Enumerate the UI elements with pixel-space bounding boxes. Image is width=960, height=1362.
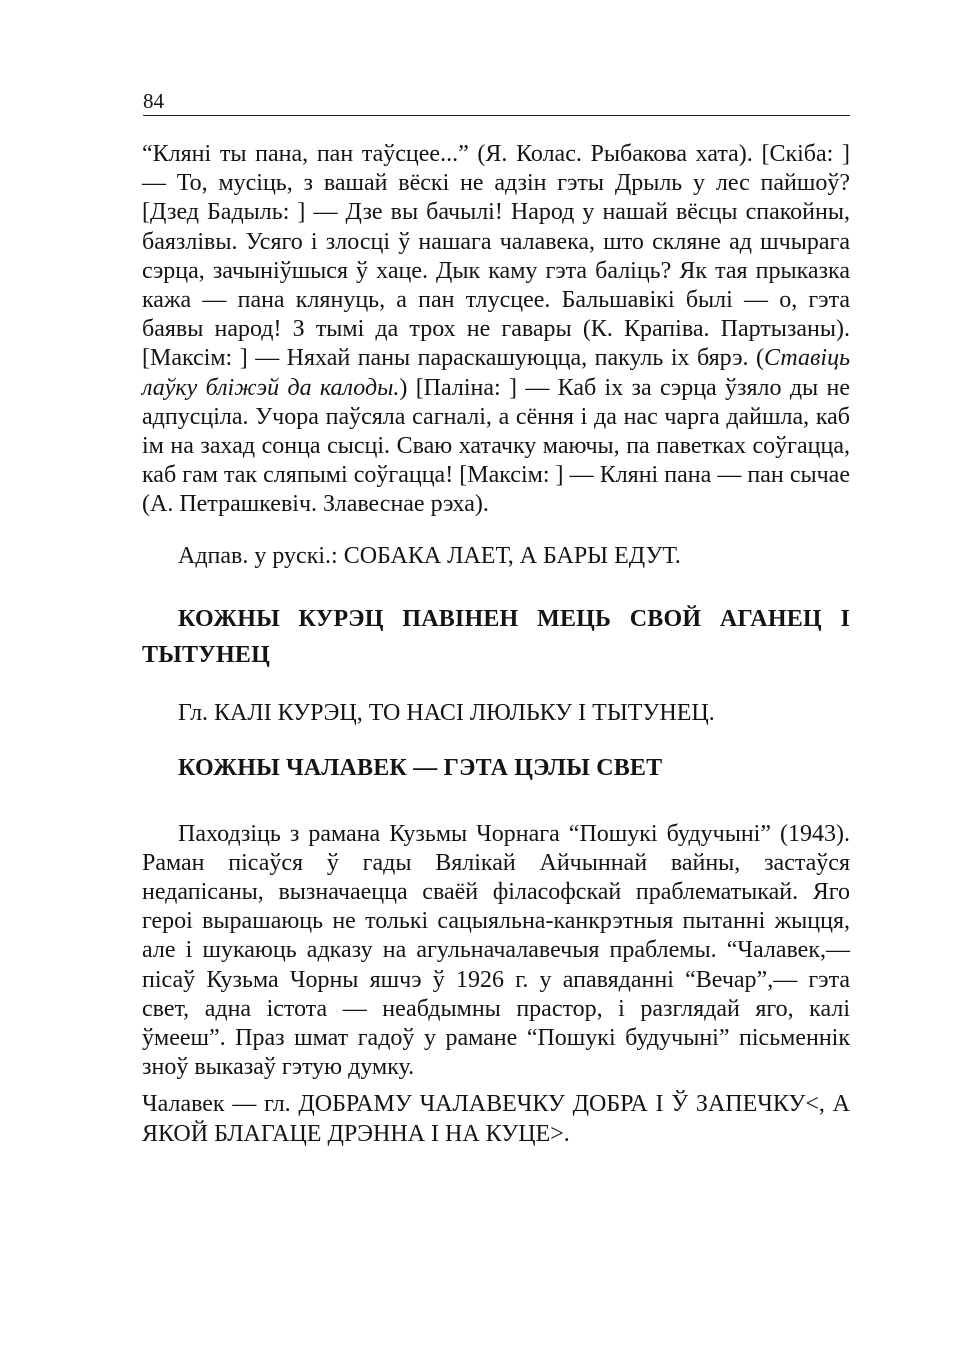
quotation-paragraph [142, 140, 850, 520]
quotation-text-part-2: ) [Паліна: ] — Каб іх за сэрца ўзяло ды не адпусціла. Учора паўсяла сагналі, а сёння і да нас чарга дайшла, каб ім на захад сонца сысці. Сваю хатачку маючы, па паветках соўгацца, каб гам так сляпымі соўгацца! [Максім: ] — Кляні пана — пан сычае (А. Петрашкевіч. Злавеснае рэха). [142, 374, 851, 518]
entry-body-chalavek: Паходзіць з рамана Кузьмы Чорнага “Пошукі будучыні” (1943). Раман пісаўся ў гады Вялікай Айчыннай вайны, застаўся недапісаны, вызначаецца сваёй філасофскай праблематыкай. Яго героі вырашаюць не толькі сацыяльна-канкрэтныя пытанні жыцця, але і шукаюць адказу на агульначалавечыя праблемы. “Чалавек,— пісаў Кузьма Чорны яшчэ ў 1926 г. у апавяданні “Вечар”,— гэта свет, адна істота — неабдымны прастор, і разглядай яго, калі ўмееш”. Праз шмат гадоў у рамане “Пошукі будучыні” пісьменнік зноў выказаў гэтую думку. [142, 820, 850, 1081]
quotation-text-part-1: “Кляні ты пана, пан таўсцее...” (Я. Колас. Рыбакова хата). [Скіба: ] — То, мусіць, з вашай вёскі не адзін гэты Дрыль у лес пайшоў? [Дзед Бадыль: ] — Дзе вы бачылі! Народ у нашай вёсцы спакойны, баязлівы. Усяго і злосці ў нашага чалавека, што скляне ад шчырага сэрца, зачыніўшыся ў хаце. Дык каму гэта баліць? Як тая прыказка кажа — пана клянуць, а пан тлусцее. Бальшавікі былі — о, гэта баявы народ! З тымі да трох не гавары (К. Крапіва. Партызаны). [Максім: ] — Няхай паны параскашуюцца, пакуль іх бярэ. ( [142, 141, 850, 372]
russian-equivalent: Адпав. у рускі.: СОБАКА ЛАЕТ, А БАРЫ ЕДУТ. [178, 542, 681, 569]
entry-heading-chalavek: КОЖНЫ ЧАЛАВЕК — ГЭТА ЦЭЛЫ СВЕТ [178, 754, 663, 781]
page-number: 84 [143, 89, 164, 113]
page-content [142, 140, 851, 1149]
cross-reference-kurec: Гл. КАЛІ КУРЭЦ, ТО НАСІ ЛЮЛЬКУ І ТЫТУНЕЦ. [178, 699, 715, 726]
stage-direction: Ставіць лаўку бліжэй да калоды. [142, 345, 850, 401]
header-rule [143, 115, 850, 116]
cross-reference-chalavek: Чалавек — гл. ДОБРАМУ ЧАЛАВЕЧКУ ДОБРА І Ў ЗАПЕЧКУ<, А ЯКОЙ БЛАГАЦЕ ДРЭННА І НА КУЦЕ>. [142, 1091, 850, 1147]
entry-heading-kurec: КОЖНЫ КУРЭЦ ПАВІНЕН МЕЦЬ СВОЙ АГАНЕЦ І ТЫТУНЕЦ [142, 605, 850, 668]
